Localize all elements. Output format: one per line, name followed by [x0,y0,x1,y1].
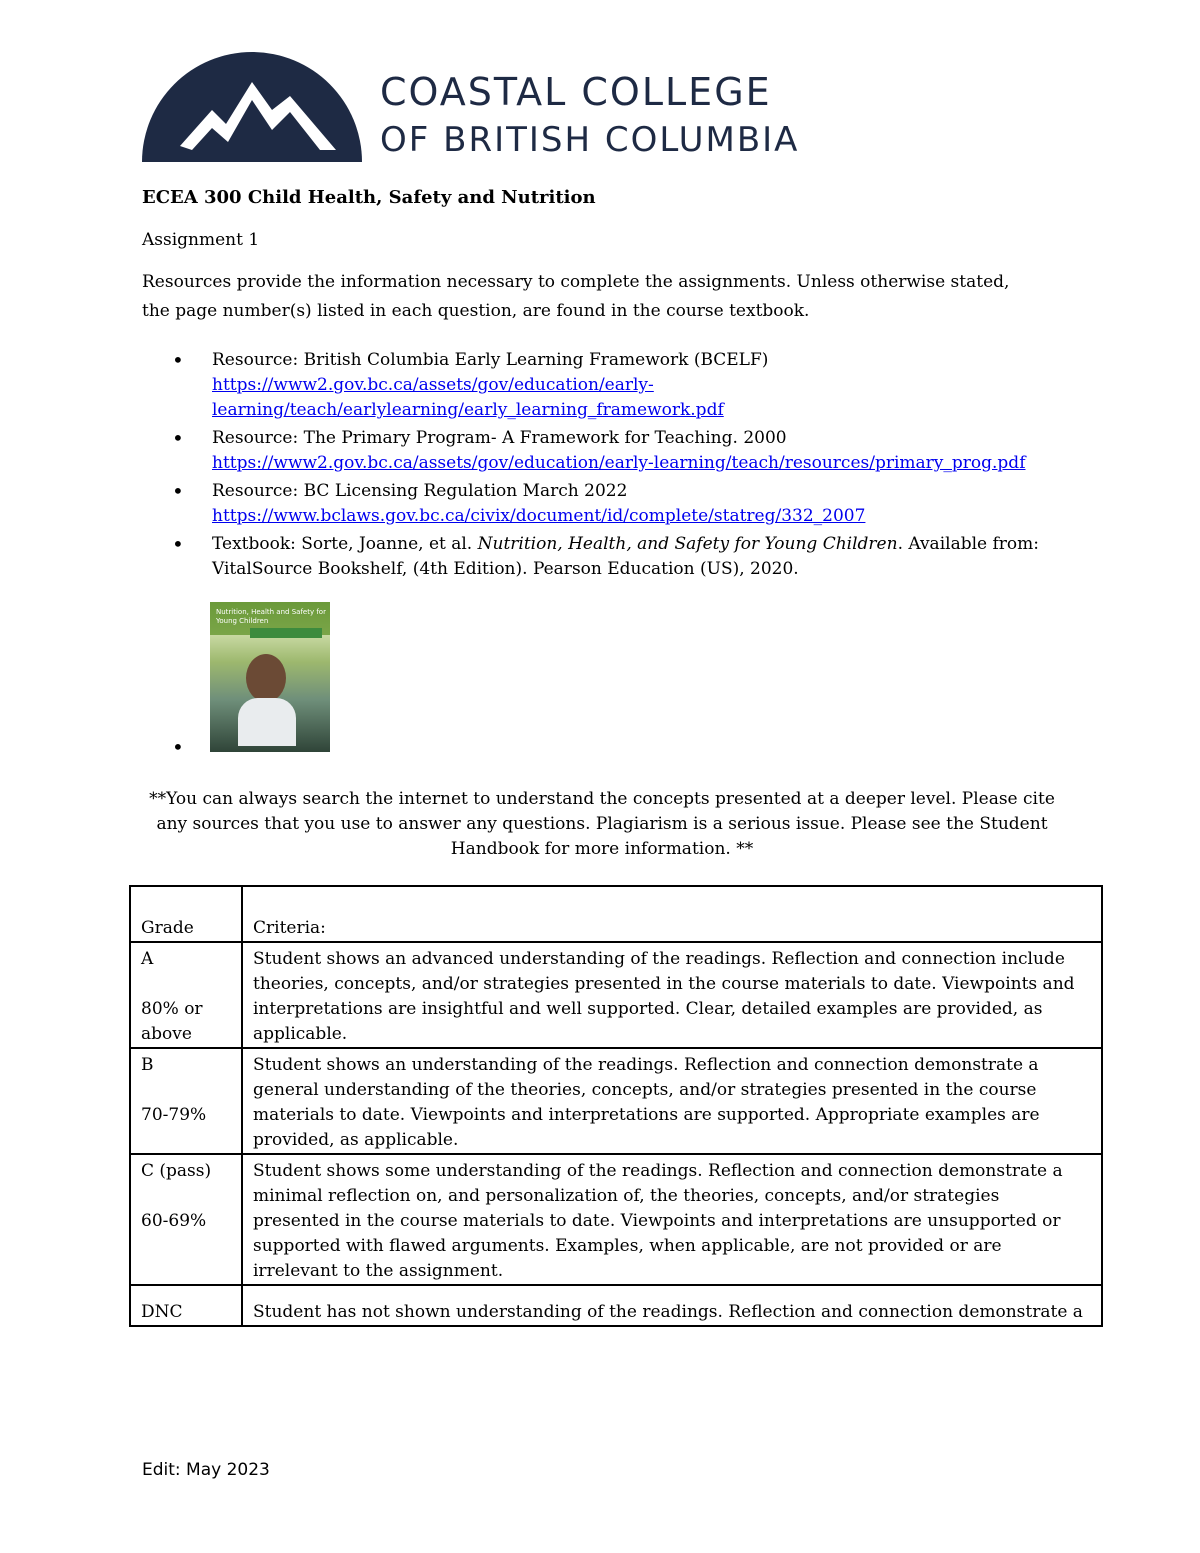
grade-letter: B [141,1055,154,1075]
intro-paragraph: Resources provide the information necessary to complete the assignments. Unless otherwise stated, the page number(s) listed in each question, are found in the course textbook. [142,272,1010,321]
criteria-cell: Student has not shown understanding of the readings. Reflection and connection demonstrate a [242,1285,1102,1326]
edit-date-footer: Edit: May 2023 [142,1460,270,1480]
resource-item [172,479,1052,529]
table-row [130,1154,1102,1285]
resource-label: Resource: British Columbia Early Learning Framework (BCELF) [212,350,769,370]
grade-cell [130,942,242,1048]
resource-link[interactable]: https://www2.gov.bc.ca/assets/gov/education/early-learning/teach/resources/primary_prog.pdf [212,453,1026,473]
resource-label: Resource: The Primary Program- A Framework for Teaching. 2000 [212,428,787,448]
grading-rubric-table [129,885,1103,1327]
plagiarism-note: **You can always search the internet to understand the concepts presented at a deeper level. Please cite any sources that you use to answer any questions. Plagiarism is a serious issue. Please see the Student Handbook for more information. ** [149,789,1055,859]
resource-item [172,426,1052,476]
table-row [130,942,1102,1048]
criteria-cell: Student shows an understanding of the readings. Reflection and connection demonstrate a general understanding of the theories, concepts, and/or strategies presented in the course materials to date. Viewpoints and interpretations are supported. Appropriate examples are provided, as applicable. [242,1048,1102,1154]
table-row [130,1048,1102,1154]
resource-item [172,348,1052,423]
textbook-prefix: Textbook: Sorte, Joanne, et al. [212,534,478,554]
criteria-cell: Student shows some understanding of the readings. Reflection and connection demonstrate a minimal reflection on, and personalization of, the theories, concepts, and/or strategies presented in the course materials to date. Viewpoints and interpretations are unsupported or supported with flawed arguments. Examples, when applicable, are not provided or are irrelevant to the assignment. [242,1154,1102,1285]
grade-cell [130,1285,242,1326]
resource-list [172,348,1052,585]
resource-link[interactable]: https://www2.gov.bc.ca/assets/gov/education/early- learning/teach/earlylearning/early_learning_framework.pdf [212,375,724,420]
resource-link[interactable]: https://www.bclaws.gov.bc.ca/civix/document/id/complete/statreg/332_2007 [212,506,866,526]
header-grade: Grade [130,886,242,942]
grade-letter: C (pass) [141,1161,212,1181]
cover-child-shirt [238,698,296,746]
cover-band [250,628,322,638]
grade-range: 80% or above [141,999,203,1044]
course-title: ECEA 300 Child Health, Safety and Nutrition [142,187,596,208]
grade-cell [130,1048,242,1154]
cover-title: Nutrition, Health and Safety for Young Children [216,608,326,625]
logo-line-1: COASTAL COLLEGE [380,70,772,114]
table-row [130,1285,1102,1326]
assignment-label: Assignment 1 [142,230,260,250]
empty-bullet: • [172,735,184,759]
textbook-cover-image [210,602,330,752]
college-wordmark [380,70,799,162]
textbook-item [172,532,1052,582]
table-header-row [130,886,1102,942]
logo-line-2: OF BRITISH COLUMBIA [380,120,800,160]
textbook-title: Nutrition, Health, and Safety for Young Children [477,534,898,554]
grade-cell [130,1154,242,1285]
grade-letter: A [141,949,154,969]
cover-child [246,654,286,702]
grade-range: 60-69% [141,1211,207,1231]
grade-range: 70-79% [141,1105,207,1125]
header-criteria: Criteria: [242,886,1102,942]
grade-letter: DNC [141,1302,183,1322]
criteria-cell: Student shows an advanced understanding of the readings. Reflection and connection include theories, concepts, and/or strategies presented in the course materials to date. Viewpoints and interpretations are insightful and well supported. Clear, detailed examples are provided, as applicable. [242,942,1102,1048]
resource-label: Resource: BC Licensing Regulation March 2022 [212,481,628,501]
textbook-suffix: . Available from: VitalSource Bookshelf, (4th Edition). Pearson Education (US), 2020. [212,534,1039,579]
